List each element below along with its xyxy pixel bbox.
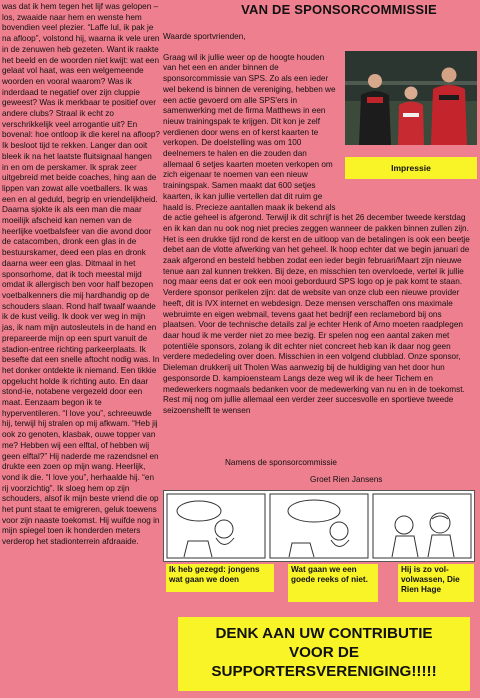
signature: Groet Rien Jansens [310,475,383,484]
photo-caption: Impressie [345,157,477,179]
sponsor-article [163,32,475,417]
left-column-text: was dat ik hem tegen het lijf was gelopen – los, zwaaide naar hem en wenste hem bovendien veel plezier. “Laffe lul, ik pak je na afloop”, volstond hij, waarna ik vele uren in de zenuwen heb gezeten. Want ik raakte het beeld en de woorden niet kwijt: wat een gelaat vol haat, was een welgemeende woorden en vooral waarom? Was ik inderdaad te negatief over zijn cluppie geweest? Was ik merkbaar te positief over andere clubs? Straal ik echt zo verschrikkelijk veel arrogantie uit? En bovenal: hoe ontloop ik die kerel na afloop? Ik besloot tijd te rekken. Langer dan ooit bleek ik na het laatste fluitsignaal hangen in en om de perskamer. Ik sprak zeer uitgebreid met beide coaches, hing aan de lippen van zowat alle voetballers. Ik was een en al geduld, begrip en vriendelijkheid. Daarna sjokte ik als een man die maar moeilijk afscheid kan nemen van de heerlijke voetbalsfeer van die avond door de catacomben, dronk een glas in de bestuurskamer, deed een plas en dronk daarna weer een glas. Ditmaal in het sponsorhome, dat ik toch meestal mijd omdat ik allergisch ben voor half bezopen voetbalkenners die mij hardhandig op de schouders slaan. Rond half twaalf waande ik de kust veilig. Ik dook ver weg in mijn jas, ik nam mijn autosleutels in de hand en prepareerde mijn op een spurt vanuit de stadion-entree richting parkeerplaats. Ik besefte dat een snelle aftocht nodig was. In het donker ontdekte ik niemand. Een tikkie opgelucht holde ik richting auto. En daar stond-ie, notabene vergezeld door een maat. Eenzaam begon ik te hyperventileren. “I love you”, schreeuwde hij, terwijl hij stralen op mij afkwam. “Heb jij ook zo genoten, klasbak, ouwe topper van me? Hebben wij een elftal, of hebben wij geen elftal?” Hij naderde me razendsnel en drukte een zoen op mijn wang. Heerlijk, vond ik die. “I love you”, herhaalde hij. “en rij voorzichtig”. Ik sloeg hem op zijn schouders, alsof ik mijn beste vriend die op het punt staat te emigreren, geluk toewens voor zijn naaste toekomst. Hij wuifde nog in mijn spiegel toen ik honderden meters verderop het stadionterrein afdraaide. [2,2,160,547]
cartoon-caption-3: Hij is zo vol-volwassen, Die Rien Hage [398,564,474,602]
cartoon-strip [163,490,475,562]
banner-line-1: DENK AAN UW CONTRIBUTIE [215,625,433,642]
greeting: Waarde sportvrienden, [163,32,246,41]
team-photo [345,51,477,145]
contribution-banner [178,617,470,691]
sponsor-paragraph: Graag wil ik jullie weer op de hoogte houden van het een en ander binnen de sponsorcommissie van SPS. Zo als een ieder wel bekend is binnen de vereniging, hebben we een actie gevoerd om alle SPS'ers in samenwerking met de firma Matthews in een nieuw trainingspak te krijgen. Dit kon je zelf verdienen door wens en of kerst kaarten te verkopen. De doelstelling was om 100 deelnemers te halen en die zouden dan allemaal 6 setjes kaarten moeten verkopen om zich eigenaar te noemen van een nieuw trainingspak. Samen maakt dat 600 setjes kaarten, ik kan jullie vertellen dat dit ruim ge haald is. Precieze aantallen maak ik bekend als de actie geheel is afgerond. Terwijl ik dit schrijf is het 26 december tweede kerstdag en ik kan dan nu ook nog niet precies zeggen wanneer de pakken binnen zullen zijn. Het is een drukke tijd rond de kerst en de uitloop van de betalingen is ook een beetje debet aan de vlotte afwerking van het geheel. Ik hoop echter dat we begin januari de zaak afgerond en besteld hebben zodat een ieder begin februari/Maart zijn nieuwe tenue aan zal kunnen trekken. Bij deze, en misschien ten overvloede, vertel ik jullie nog maar eens dat er ook een mooi geborduurd SPS logo op je pak komt te staan. Verdere sponsor perikelen zijn: dat de website van onze club een nieuwe provider heeft, dit is IVX internet en webdesign. Deze mensen verschaffen ons maximale webruimte en eigen webmail, tevens gaat het bedrijf een reclamebord bij ons plaatsen. Voor de technische details zal je echter Henk of Arno moeten raadplegen daar houd ik me verder niet zo mee bezig. Er spelen nog een aantal zaken met potentiële sponsors, zolang ik dit echter niet concreet heb kan ik daar nog geen verdere mededeling over doen. Misschien in een volgend clubblad. Onze sponsor, Dieleman drukkerij uit Tholen Was aanwezig bij de huldiging van het door hun gesponsorde D. kampioensteam Langs deze weg wil ik de heer Tichem en medewerkers nogmaals bedanken voor de medewerking van nu en in de toekomst. Rest mij nog om jullie allemaal een verder zeer succesvolle en sportieve tweede seizoenshelft te wensen [163,52,470,415]
banner-line-2: VOOR DE [288,644,360,661]
cartoon-drawing [164,491,474,561]
article-left-column [2,2,160,696]
team-photo-illustration [345,51,477,145]
cartoon-caption-1: Ik heb gezegd: jongens wat gaan we doen [166,564,274,592]
sign-off: Namens de sponsorcommissie [225,458,337,467]
page-title: VAN DE SPONSORCOMMISSIE [241,2,437,17]
banner-line-3: SUPPORTERSVERENIGING!!!!! [211,663,437,680]
photo-box [345,51,477,207]
cartoon-caption-2: Wat gaan we een goede reeks of niet. [288,564,378,602]
